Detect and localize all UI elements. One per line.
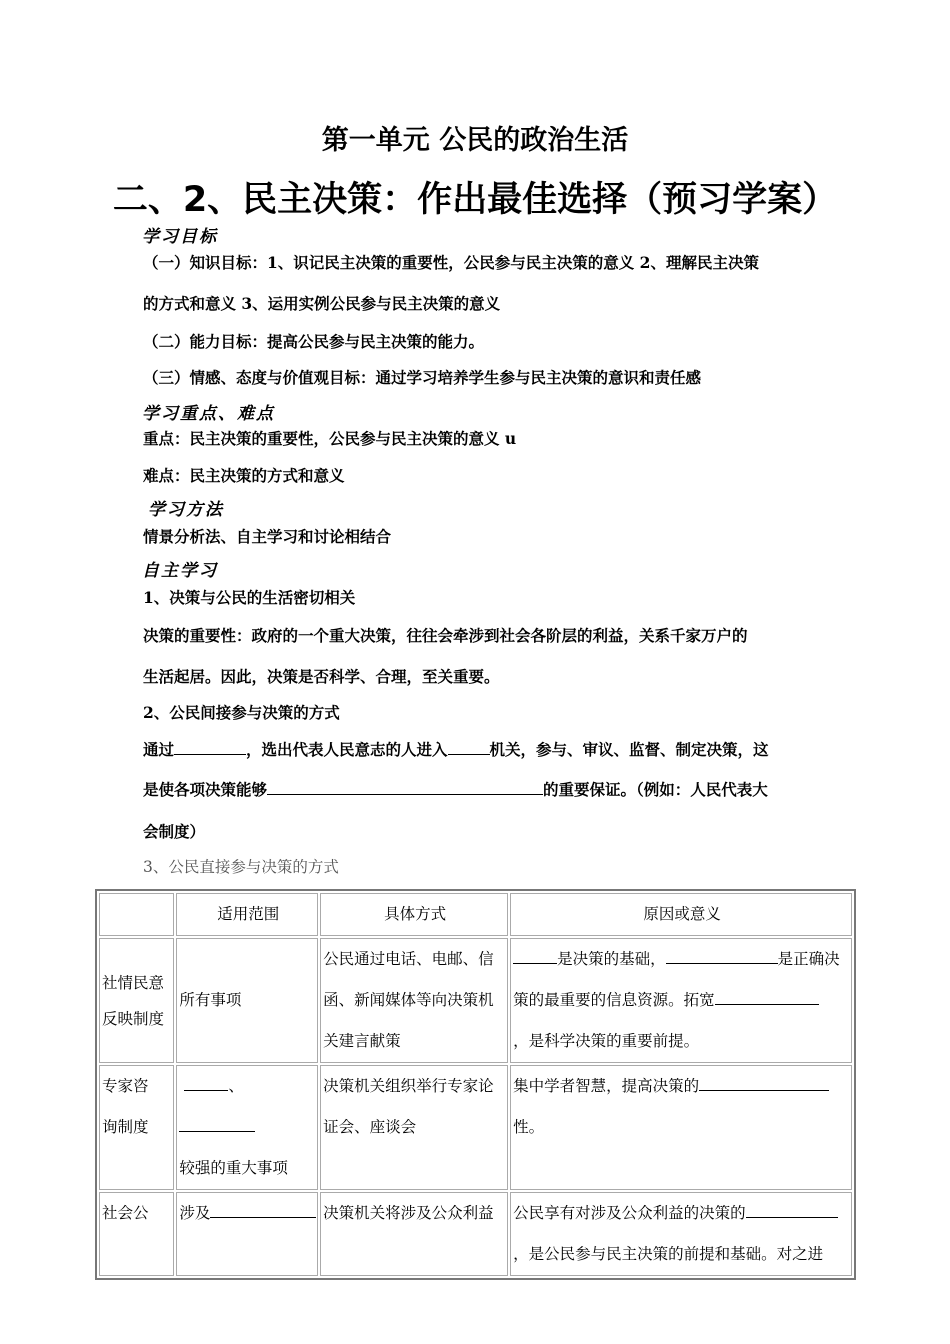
text: 较强的重大事项	[179, 1159, 288, 1177]
table-header-cell: 适用范围	[176, 893, 318, 936]
table-header-row	[99, 893, 852, 936]
section1-text-line1: 决策的重要性：政府的一个重大决策，往往会牵涉到社会各阶层的利益，关系千家万户的	[143, 626, 748, 645]
text: 社情民意	[102, 973, 165, 992]
text: 反映制度	[102, 1009, 165, 1028]
text: 证会、座谈会	[323, 1118, 417, 1136]
method-cell	[320, 938, 508, 1063]
table-header-cell	[99, 893, 174, 936]
method-text: 情景分析法、自主学习和讨论相结合	[143, 527, 392, 546]
scope-cell: 所有事项	[176, 938, 318, 1063]
scope-cell	[176, 1192, 318, 1276]
goal-knowledge-line2: 的方式和意义 3、运用实例公民参与民主决策的意义	[143, 294, 501, 313]
table-header-cell: 原因或意义	[510, 893, 852, 936]
text: 机关，参与、审议、监督、制定决策，这	[489, 740, 769, 759]
text: 公民享有对涉及公众利益的决策的	[513, 1204, 746, 1222]
key-point: 重点：民主决策的重要性，公民参与民主决策的意义 u	[143, 429, 517, 448]
section2-title: 2、公民间接参与决策的方式	[143, 703, 340, 722]
reason-cell	[510, 938, 852, 1063]
section2-line2	[143, 778, 768, 800]
text: 决策机关将涉及公众利益	[323, 1204, 494, 1222]
text: 决策机关组织举行专家论	[323, 1077, 494, 1095]
text: 通过	[143, 740, 175, 759]
text: 是决策的基础，	[557, 950, 666, 968]
method-cell	[320, 1065, 508, 1190]
blank-field[interactable]	[513, 948, 557, 964]
self-study-heading: 自主学习	[142, 561, 218, 581]
blank-field[interactable]	[448, 739, 490, 755]
goal-ability: （二）能力目标：提高公民参与民主决策的能力。	[143, 332, 485, 351]
blank-field[interactable]	[184, 1075, 228, 1091]
blank-field[interactable]	[699, 1075, 829, 1091]
text: ，是公民参与民主决策的前提和基础。对之进	[513, 1245, 824, 1263]
difficult-point: 难点：民主决策的方式和意义	[143, 466, 345, 485]
text: 社会公	[102, 1204, 149, 1222]
blank-field[interactable]	[267, 779, 543, 795]
unit-title: 第一单元 公民的政治生活	[321, 125, 629, 156]
text: ，是科学决策的重要前提。	[513, 1032, 700, 1050]
text: 涉及	[179, 1204, 211, 1222]
text: ，选出代表人民意志的人进入	[246, 740, 448, 759]
blank-field[interactable]	[666, 948, 778, 964]
text: 的重要保证。（例如：人民代表大	[543, 780, 768, 799]
table-row	[99, 1192, 852, 1276]
blank-field[interactable]	[746, 1202, 838, 1218]
row-name-cell	[99, 938, 174, 1063]
scope-cell	[176, 1065, 318, 1190]
text: 公民通过电话、电邮、信	[323, 950, 494, 968]
section3-title: 3、公民直接参与决策的方式	[143, 858, 339, 876]
text: 性。	[513, 1118, 545, 1136]
goals-heading: 学习目标	[142, 227, 218, 247]
row-name-cell	[99, 1192, 174, 1276]
section2-line3: 会制度）	[143, 822, 206, 841]
table-header-cell: 具体方式	[320, 893, 508, 936]
blank-field[interactable]	[715, 989, 819, 1005]
goal-emotion: （三）情感、态度与价值观目标：通过学习培养学生参与民主决策的意识和责任感	[143, 368, 702, 387]
text: 询制度	[102, 1118, 149, 1136]
text: 集中学者智慧，提高决策的	[513, 1077, 700, 1095]
text: 是使各项决策能够	[143, 780, 268, 799]
blank-field[interactable]	[210, 1202, 316, 1218]
lesson-title: 二、2、民主决策：作出最佳选择（预习学案）	[112, 180, 838, 220]
reason-cell	[510, 1192, 852, 1276]
text: 策的最重要的信息资源。拓宽	[513, 991, 715, 1009]
method-cell	[320, 1192, 508, 1276]
row-name-cell	[99, 1065, 174, 1190]
text: 函、新闻媒体等向决策机	[323, 991, 494, 1009]
section2-line1	[143, 738, 769, 760]
blank-field[interactable]	[179, 1116, 255, 1132]
text: 是正确决	[777, 950, 840, 968]
table-row	[99, 938, 852, 1063]
goal-knowledge-line1: （一）知识目标：1、识记民主决策的重要性，公民参与民主决策的意义 2、理解民主决策	[143, 253, 759, 272]
table-row	[99, 1065, 852, 1190]
method-heading: 学习方法	[148, 500, 224, 520]
key-heading: 学习重点、难点	[142, 404, 275, 424]
section1-title: 1、决策与公民的生活密切相关	[143, 588, 356, 607]
participation-table	[95, 889, 856, 1280]
text: 关建言献策	[323, 1032, 401, 1050]
section1-text-line2: 生活起居。因此，决策是否科学、合理，至关重要。	[143, 667, 500, 686]
blank-field[interactable]	[174, 739, 246, 755]
text: 专家咨	[102, 1077, 149, 1095]
reason-cell	[510, 1065, 852, 1190]
text: 、	[228, 1077, 244, 1095]
